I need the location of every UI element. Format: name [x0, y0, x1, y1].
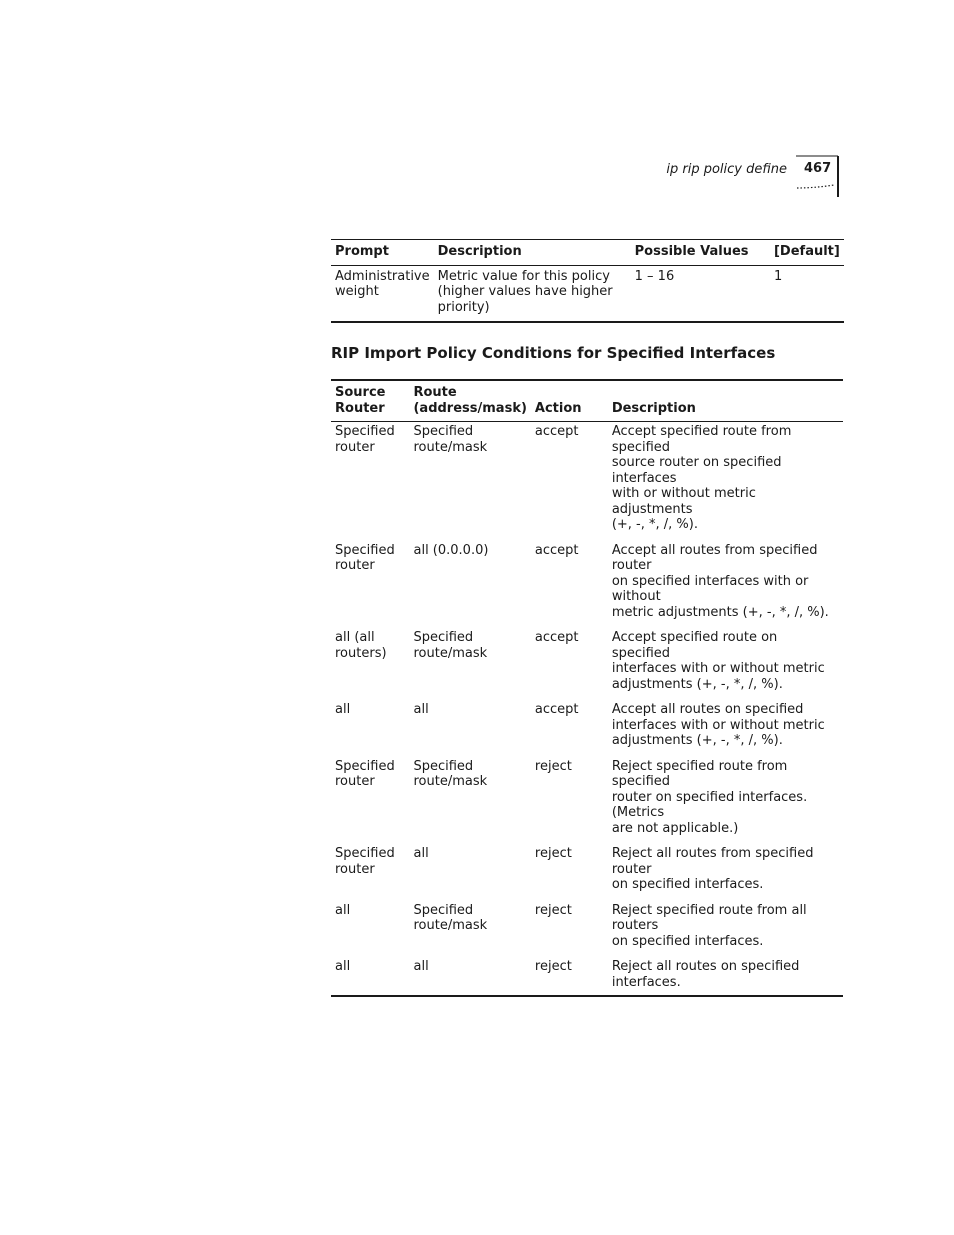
source-router-cell: [331, 957, 409, 996]
import-policy-header-row: [331, 380, 843, 422]
route-text: all: [413, 959, 429, 974]
running-title: ip rip policy define: [666, 162, 787, 177]
action-text: reject: [534, 758, 572, 774]
table-row: [331, 422, 843, 541]
route-text: Specified route/mask: [413, 902, 488, 933]
description-text: Reject all routes on specified interfaces.: [611, 959, 800, 990]
description-header-text: Description: [611, 400, 696, 416]
description-cell: [608, 844, 843, 901]
source-router-text: all: [335, 959, 351, 974]
route-cell: [409, 901, 530, 958]
description-text: Accept specified route from specified source router on specified interfaces with or without metric adjustments (+, -, *, /, %).: [611, 424, 792, 532]
route-text: all: [413, 702, 429, 717]
description-text: Reject specified route from all routers on specified interfaces.: [611, 902, 807, 949]
action-text: accept: [534, 424, 579, 439]
route-cell: [409, 700, 530, 757]
description-text: Reject specified route from specified router on specified interfaces. (Metrics are not applicable.): [611, 758, 808, 836]
route-cell: [409, 541, 530, 629]
page-number: 467: [804, 161, 832, 176]
source-router-cell: [331, 541, 409, 629]
description-cell: [608, 541, 843, 629]
source-router-cell: [331, 757, 409, 845]
source-router-text: Specified router: [335, 846, 395, 877]
source-router-text: Specified router: [335, 758, 395, 789]
route-text: Specified route/mask: [413, 424, 488, 455]
table-row: [331, 265, 844, 322]
column-header-default: [Default]: [773, 244, 840, 259]
action-text: reject: [534, 902, 572, 918]
table-row: [331, 541, 843, 629]
source-router-cell: [331, 628, 409, 700]
source-router-cell: [331, 844, 409, 901]
description-cell: [608, 901, 843, 958]
action-text: accept: [534, 702, 579, 717]
column-header-description: Description: [437, 244, 522, 259]
source-router-cell: [331, 700, 409, 757]
action-text: accept: [534, 630, 579, 645]
description-cell: [608, 700, 843, 757]
source-router-cell: [331, 422, 409, 541]
prompt-cell: [331, 265, 434, 322]
action-cell: [531, 844, 608, 901]
action-cell: [531, 757, 608, 845]
source-router-cell: [331, 901, 409, 958]
route-cell: [409, 844, 530, 901]
table-row: [331, 628, 843, 700]
description-cell: [608, 757, 843, 845]
source-router-text: all (all routers): [335, 630, 387, 661]
action-cell: [531, 628, 608, 700]
description-text: Accept specified route on specified interfaces with or without metric adjustments (+, -, *, /, %).: [611, 630, 825, 692]
table-row: [331, 757, 843, 845]
prompt-table-header-row: [331, 240, 844, 266]
route-cell: [409, 422, 530, 541]
table-row: [331, 700, 843, 757]
source-router-text: Specified router: [335, 542, 395, 573]
description-cell: [608, 422, 843, 541]
source-router-header-text: Source Router: [335, 385, 386, 416]
default-text: 1: [773, 268, 783, 284]
running-header: [600, 155, 845, 200]
route-text: Specified route/mask: [413, 630, 488, 661]
description-cell: [608, 628, 843, 700]
prompt-text: Administrative weight: [335, 268, 430, 299]
description-text: Accept all routes on specified interfaces with or without metric adjustments (+, -, *, /, %).: [611, 702, 825, 748]
action-cell: [531, 901, 608, 958]
description-text: Reject all routes from specified router on specified interfaces.: [611, 846, 814, 892]
action-header-text: Action: [534, 400, 582, 416]
action-text: accept: [534, 542, 579, 558]
description-text: Metric value for this policy (higher values have higher priority): [437, 268, 613, 315]
column-header-prompt: Prompt: [335, 244, 389, 259]
possible-values-text: 1 – 16: [634, 268, 675, 284]
route-cell: [409, 957, 530, 996]
description-cell: [608, 957, 843, 996]
route-text: Specified route/mask: [413, 758, 488, 789]
default-cell: [770, 265, 844, 322]
description-cell: [434, 265, 631, 322]
action-cell: [531, 422, 608, 541]
column-header-source-router: [331, 380, 409, 422]
table-row: [331, 844, 843, 901]
description-text: Accept all routes from specified router on specified interfaces with or without metric adjustments (+, -, *, /, %).: [611, 542, 829, 620]
action-cell: [531, 957, 608, 996]
action-text: reject: [534, 959, 572, 974]
route-cell: [409, 757, 530, 845]
source-router-text: all: [335, 902, 351, 918]
column-header-action: [531, 380, 608, 422]
route-cell: [409, 628, 530, 700]
column-header-route: [409, 380, 530, 422]
route-header-text: Route (address/mask): [413, 385, 527, 416]
prompt-table: [331, 239, 844, 323]
table-row: [331, 957, 843, 996]
column-header-description: [608, 380, 843, 422]
section-heading: RIP Import Policy Conditions for Specified Interfaces: [331, 344, 776, 362]
possible-values-cell: [631, 265, 770, 322]
action-cell: [531, 700, 608, 757]
route-text: all: [413, 846, 429, 861]
import-policy-table: [331, 379, 843, 997]
source-router-text: Specified router: [335, 424, 395, 455]
source-router-text: all: [335, 702, 351, 717]
route-text: all (0.0.0.0): [413, 542, 489, 558]
column-header-possible-values: Possible Values: [634, 244, 749, 259]
action-cell: [531, 541, 608, 629]
table-row: [331, 901, 843, 958]
action-text: reject: [534, 846, 572, 861]
